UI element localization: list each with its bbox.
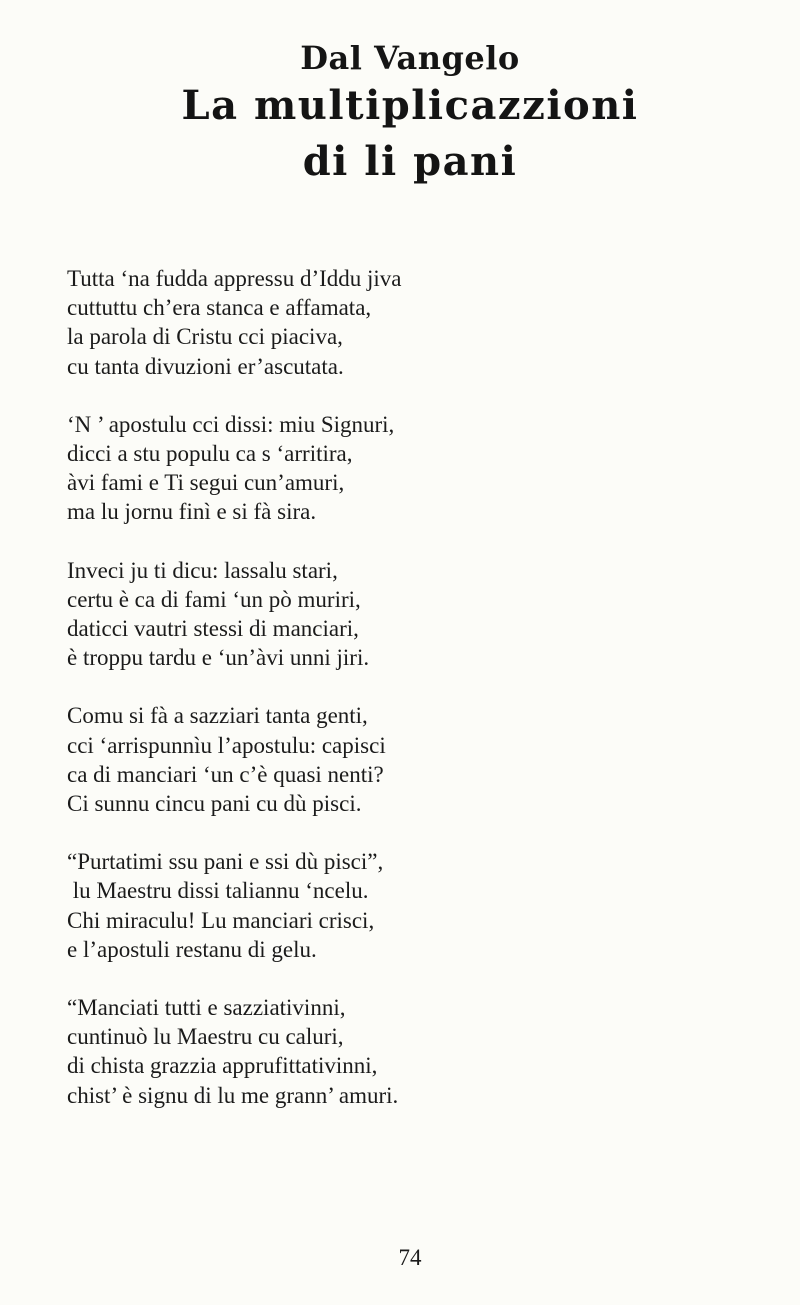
verse-line: ma lu jornu finì e si fà sira. (67, 499, 317, 525)
verse-line: ca di manciari ‘un c’è quasi nenti? (67, 761, 384, 787)
verse-line: certu è ca di fami ‘un pò muriri, (67, 586, 361, 612)
verse-line: dicci a stu populu ca s ‘arritira, (67, 441, 353, 467)
verse-line: ‘N ’ apostulu cci dissi: miu Signuri, (67, 411, 395, 437)
verse-line: di chista grazzia apprufittativinni, (67, 1053, 378, 1079)
verse-line: Chi miraculu! Lu manciari crisci, (67, 907, 375, 933)
page-number: 74 (398, 1245, 422, 1270)
stanza-1 (67, 264, 767, 381)
verse-line: cci ‘arrispunnìu l’apostulu: capisci (67, 732, 386, 758)
verse-line: lu Maestru dissi taliannu ‘ncelu. (67, 878, 369, 904)
verse-line: “Manciati tutti e sazziativinni, (67, 995, 346, 1021)
verse-line: Ci sunnu cincu pani cu dù pisci. (67, 791, 362, 817)
verse-line: chist’ è signu di lu me grann’ amuri. (67, 1082, 399, 1108)
verse-line: daticci vautri stessi di manciari, (67, 616, 359, 642)
poem-subtitle: Dal Vangelo (300, 39, 520, 77)
stanza-6 (67, 993, 767, 1110)
stanza-2 (67, 410, 767, 527)
verse-line: la parola di Cristu cci piaciva, (67, 324, 343, 350)
verse-line: e l’apostuli restanu di gelu. (67, 936, 317, 962)
verse-line: Inveci ju ti dicu: lassalu stari, (67, 557, 338, 583)
verse-line: àvi fami e Ti segui cun’amuri, (67, 470, 345, 496)
verse-line: cu tanta divuzioni er’ascutata. (67, 353, 344, 379)
verse-line: cuntinuò lu Maestru cu caluri, (67, 1024, 344, 1050)
poem-header (0, 38, 800, 190)
poem-body (67, 264, 767, 1139)
stanza-3 (67, 556, 767, 673)
verse-line: Comu si fà a sazziari tanta genti, (67, 703, 368, 729)
verse-line: cuttuttu ch’era stanca e affamata, (67, 295, 372, 321)
stanza-4 (67, 701, 767, 818)
verse-line: è troppu tardu e ‘un’àvi unni jiri. (67, 645, 370, 671)
poem-title-line-2: di li pani (302, 138, 518, 185)
verse-line: “Purtatimi ssu pani e ssi dù pisci”, (67, 849, 384, 875)
stanza-5 (67, 847, 767, 964)
verse-line: Tutta ‘na fudda appressu d’Iddu jiva (67, 266, 402, 291)
poem-title-line-1: La multiplicazzioni (181, 82, 639, 129)
